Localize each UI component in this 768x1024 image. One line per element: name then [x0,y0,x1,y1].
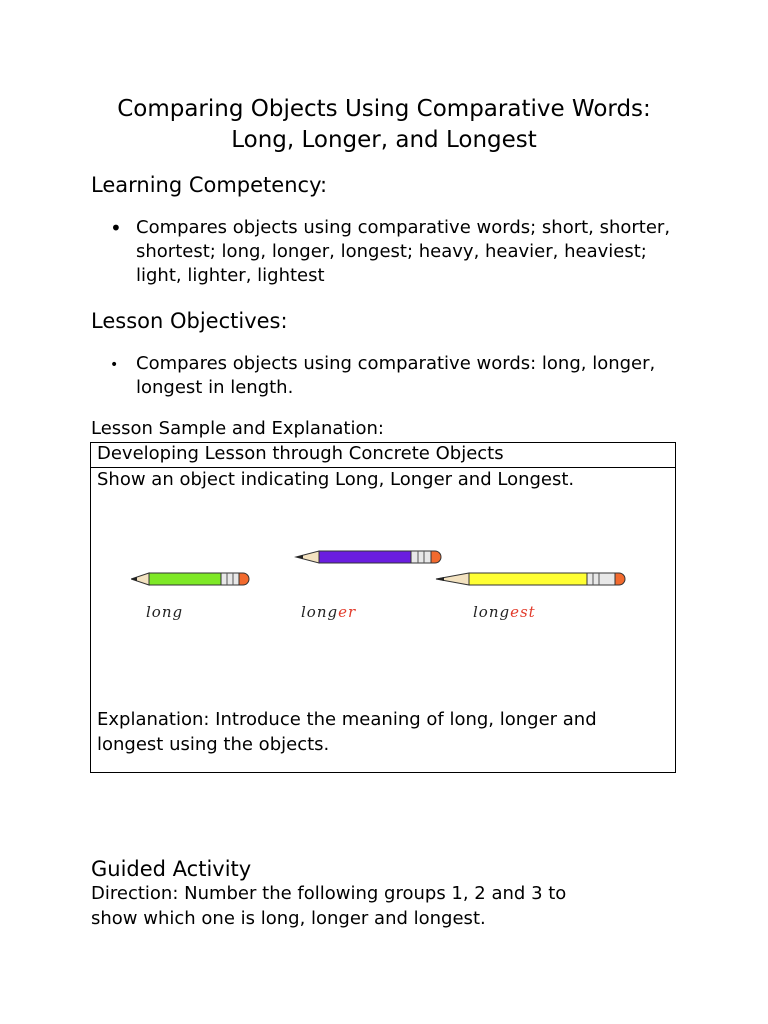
table-instruction: Show an object indicating Long, Longer and Longest. [97,469,575,490]
table-header: Developing Lesson through Concrete Objects [91,443,675,468]
title-line-1: Comparing Objects Using Comparative Words: [117,96,651,122]
bullet-icon: • [110,216,122,240]
lesson-objectives-heading: Lesson Objectives: [91,309,288,333]
competency-bullet-text: Compares objects using comparative words; short, shorter, shortest; long, longer, longest; heavy, heavier, heaviest; light, lighter, lightest [136,217,671,286]
objectives-bullet-text: Compares objects using comparative words: long, longer, longest in length. [136,353,656,398]
lesson-sample-label: Lesson Sample and Explanation: [91,418,384,439]
pencil-long-icon [131,573,249,585]
pencils-illustration [131,543,651,663]
objectives-bullet [110,352,680,400]
competency-bullet [110,216,680,288]
explanation-line-2: longest using the objects. [97,734,330,755]
label-longer: longer [301,603,357,621]
label-long: long [146,603,184,621]
document-title [0,94,768,156]
direction-line-1: Direction: Number the following groups 1, 2 and 3 to [91,883,567,904]
lesson-table [90,442,676,773]
bullet-icon: • [110,357,119,373]
pencil-longer-icon [296,551,441,563]
learning-competency-heading: Learning Competency: [91,173,328,197]
direction-line-2: show which one is long, longer and longest. [91,908,486,929]
title-line-2: Long, Longer, and Longest [231,127,537,153]
pencil-longest-icon [436,573,625,585]
explanation-line-1: Explanation: Introduce the meaning of long, longer and [97,709,597,730]
label-longest: longest [473,603,536,621]
pencil-figure [131,543,651,663]
guided-activity-heading: Guided Activity [91,857,252,881]
